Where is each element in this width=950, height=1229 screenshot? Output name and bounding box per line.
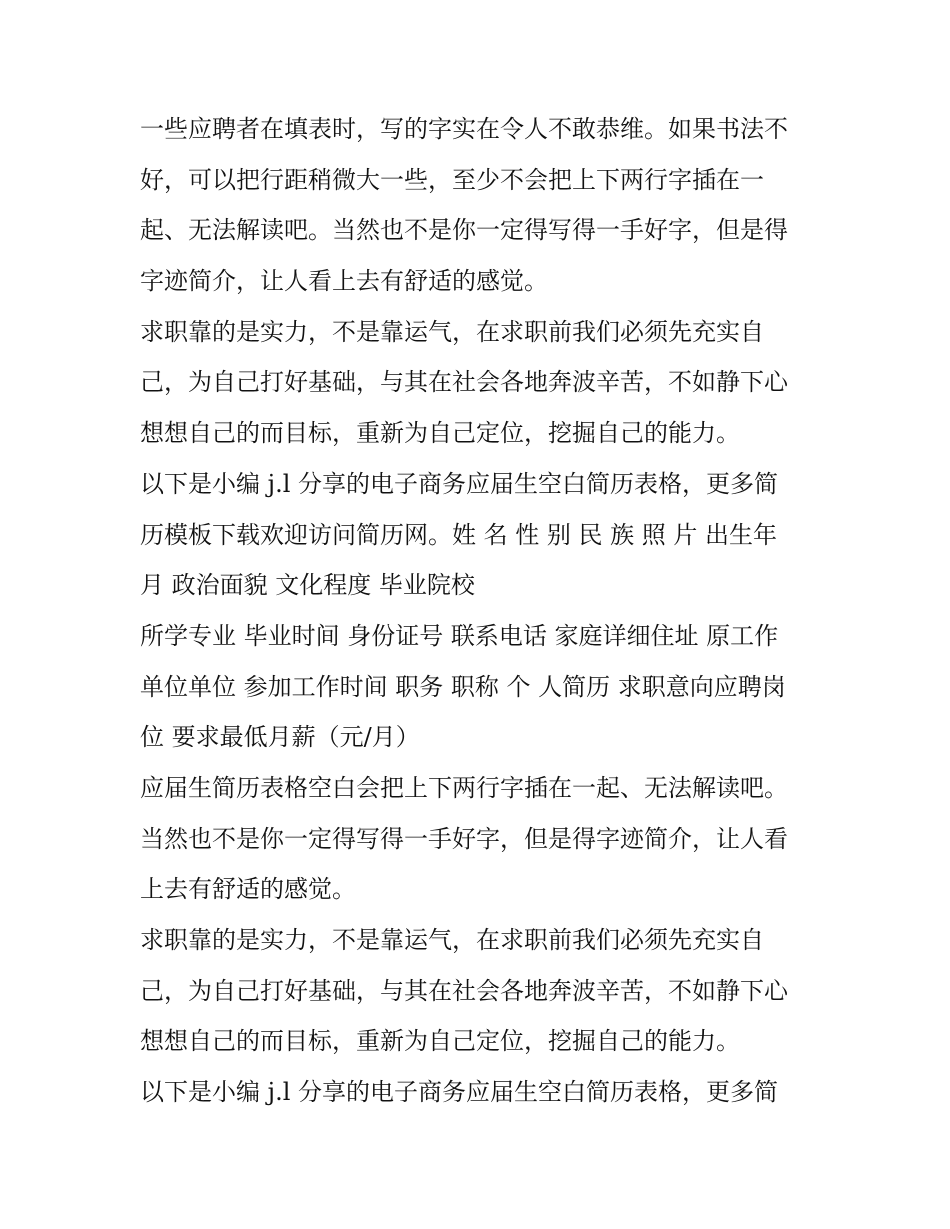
text-line: 当然也不是你一定得写得一手好字，但是得字迹简介，让人看 xyxy=(140,824,788,853)
text-line: 求职靠的是实力，不是靠运气，在求职前我们必须先充实自 xyxy=(140,317,764,346)
text-line: 所学专业 毕业时间 身份证号 联系电话 家庭详细住址 原工作 xyxy=(140,621,779,650)
text-line: 单位单位 参加工作时间 职务 职称 个 人简历 求职意向应聘岗 xyxy=(140,672,786,701)
text-line: 求职靠的是实力，不是靠运气，在求职前我们必须先充实自 xyxy=(140,926,764,954)
text-line: 己，为自己打好基础，与其在社会各地奔波辛苦，不如静下心 xyxy=(140,368,788,397)
document-body xyxy=(140,104,820,1118)
text-line: 历模板下载欢迎访问简历网。姓 名 性 别 民 族 照 片 出生年 xyxy=(140,520,778,549)
text-line: 一些应聘者在填表时，写的字实在令人不敢恭维。如果书法不 xyxy=(140,115,788,143)
text-line: 想想自己的而目标，重新为自己定位，挖掘自己的能力。 xyxy=(140,419,740,448)
text-line: 应届生简历表格空白会把上下两行字插在一起、无法解读吧。 xyxy=(140,773,788,802)
text-line: 己，为自己打好基础，与其在社会各地奔波辛苦，不如静下心 xyxy=(140,976,788,1005)
text-line: 起、无法解读吧。当然也不是你一定得写得一手好字，但是得 xyxy=(140,216,788,245)
text-line: 以下是小编 j.l 分享的电子商务应届生空白简历表格，更多简 xyxy=(140,469,779,498)
text-line: 上去有舒适的感觉。 xyxy=(140,875,356,904)
text-line: 好，可以把行距稍微大一些，至少不会把上下两行字插在一 xyxy=(140,165,764,194)
text-line: 位 要求最低月薪（元/月） xyxy=(140,723,420,752)
text-line: 月 政治面貌 文化程度 毕业院校 xyxy=(140,571,475,600)
text-line: 想想自己的而目标，重新为自己定位，挖掘自己的能力。 xyxy=(140,1027,740,1056)
text-line: 以下是小编 j.l 分享的电子商务应届生空白简历表格，更多简 xyxy=(140,1078,779,1107)
text-line: 字迹简介，让人看上去有舒适的感觉。 xyxy=(140,267,548,296)
